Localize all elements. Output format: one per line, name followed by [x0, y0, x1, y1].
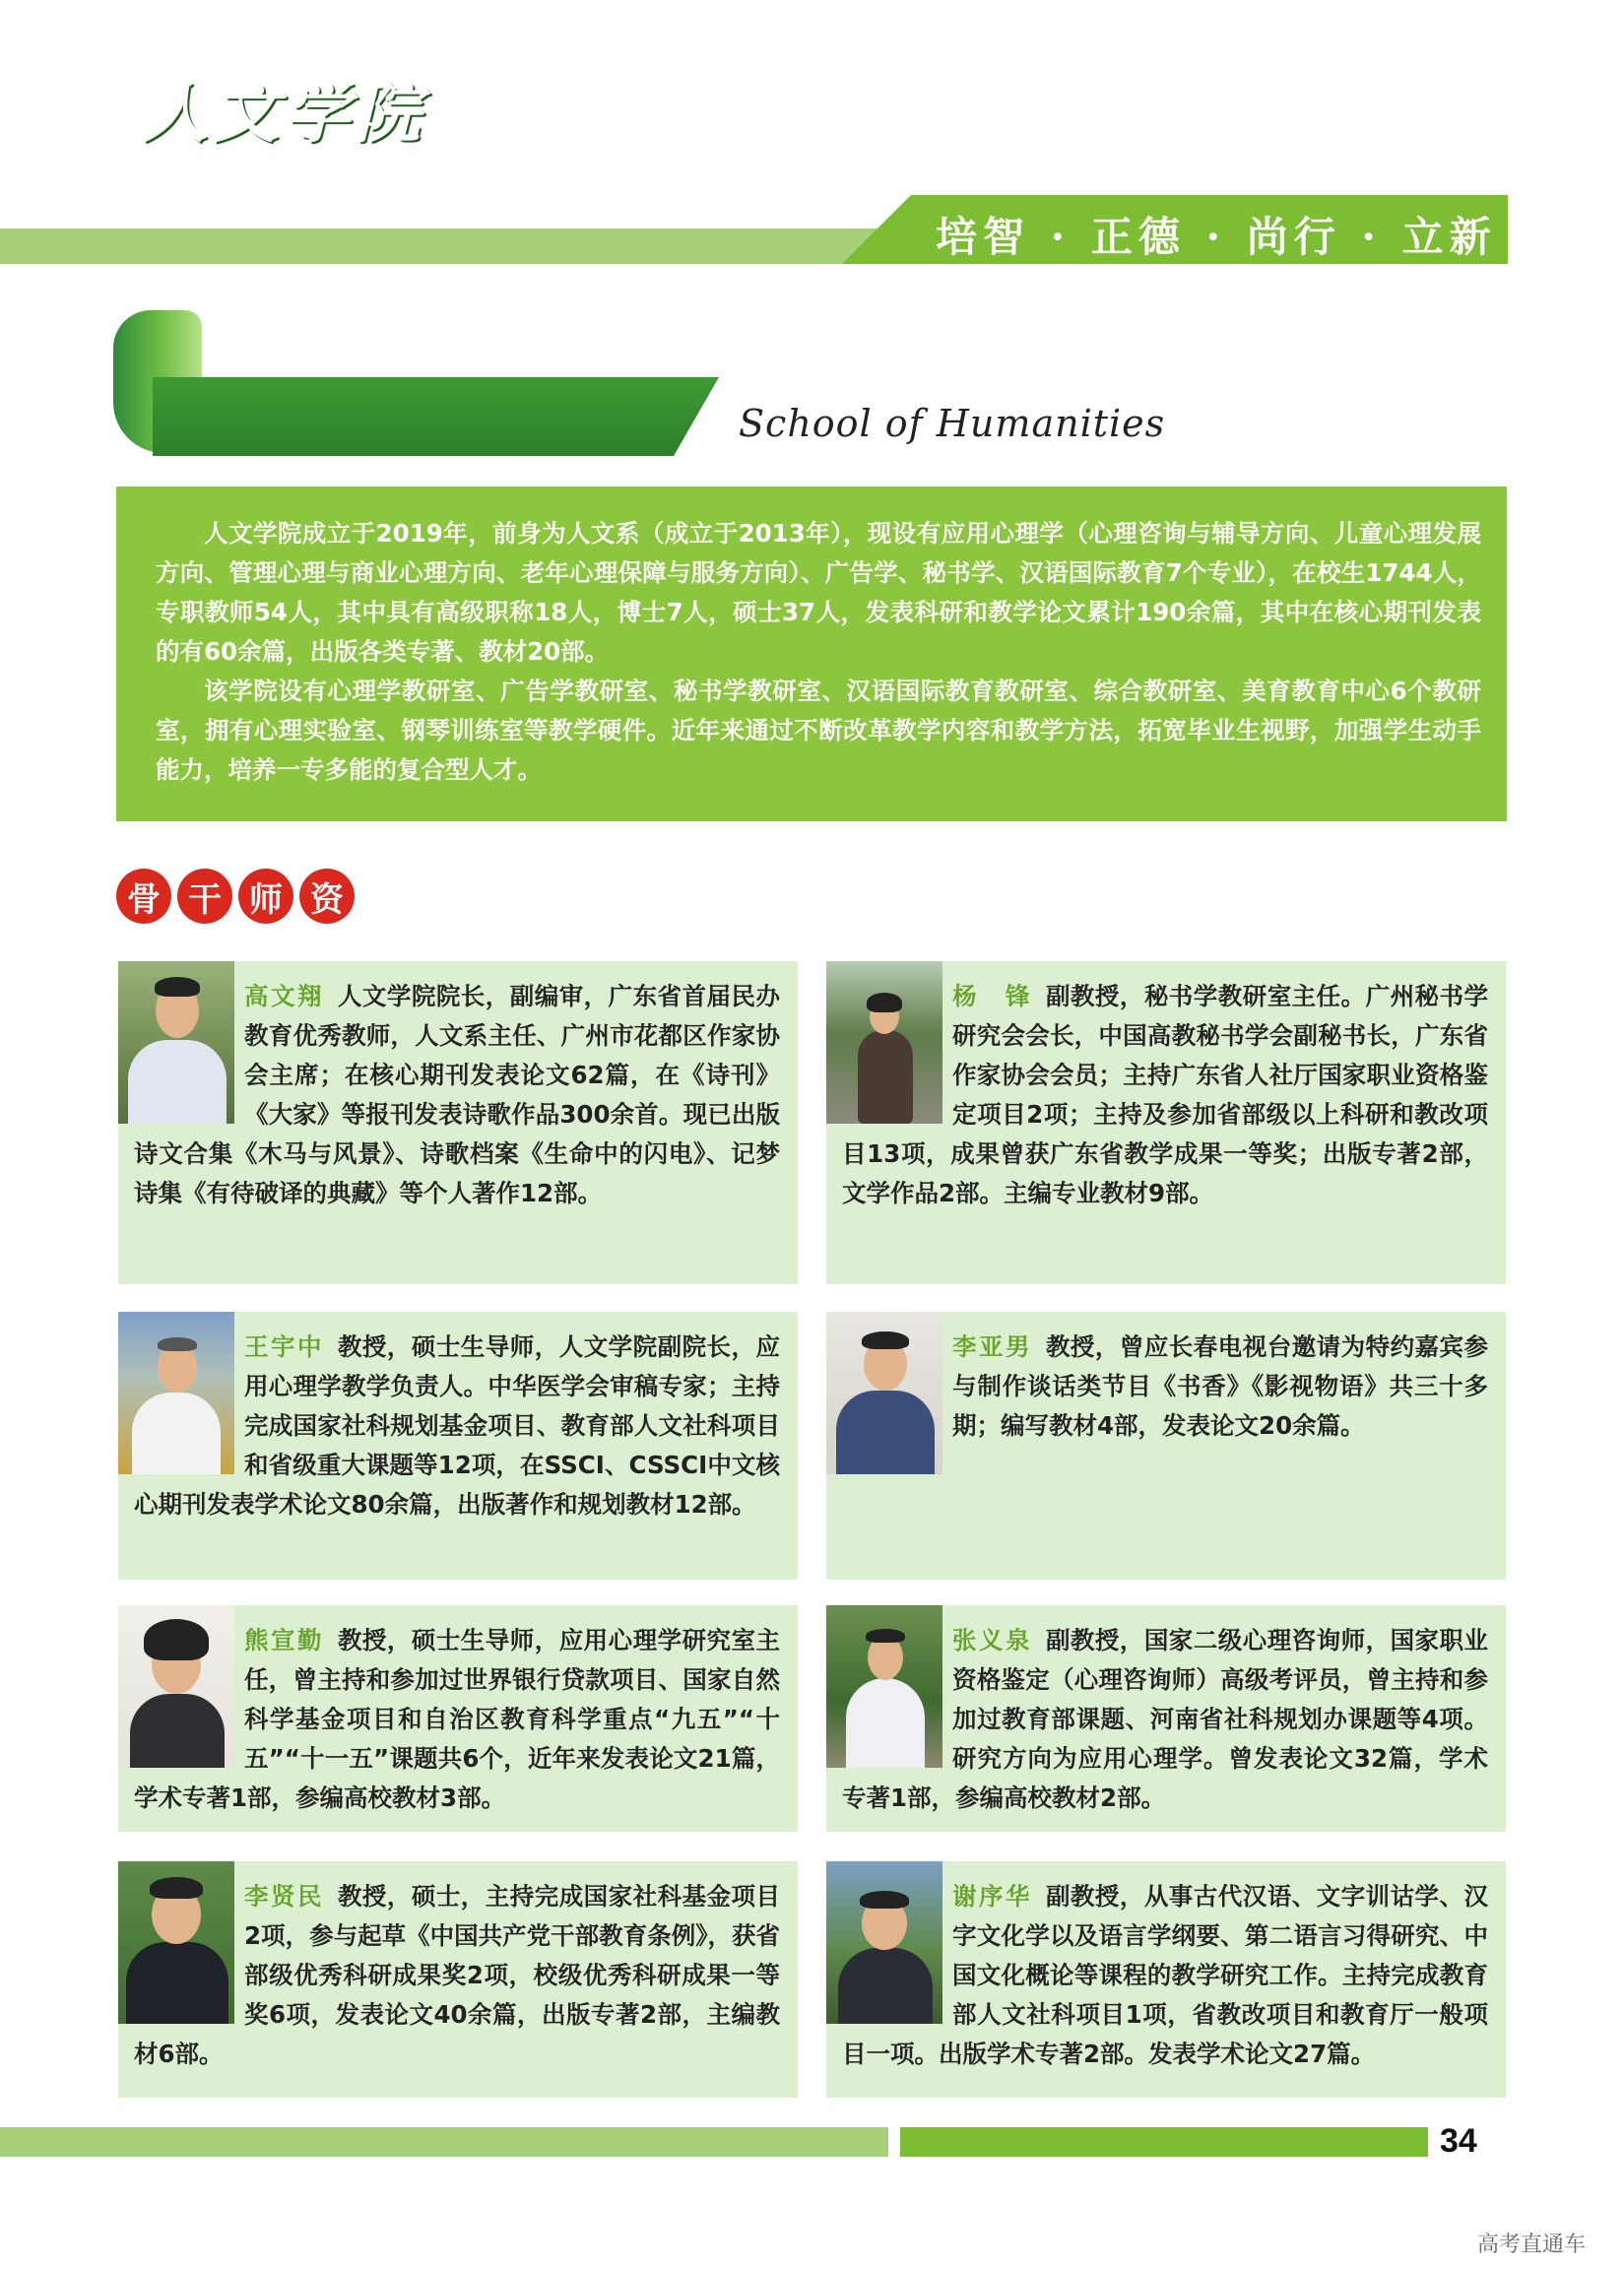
faculty-description: 人文学院院长，副编审，广东省首届民办教育优秀教师，人文系主任、广州市花都区作家协会主席；在核心期刊发表论文62篇，在《诗刊》《大家》等报刊发表诗歌作品300余首。现已出版诗文合集《木马与风景》、诗歌档案《生命中的闪电》、记梦诗集《有待破译的典藏》等个人著作12部。	[134, 982, 781, 1207]
faculty-card	[118, 1861, 798, 2098]
header-band-left	[0, 228, 886, 264]
faculty-card	[118, 1312, 798, 1580]
faculty-text	[842, 977, 1488, 1213]
faculty-name: 王宇中	[244, 1332, 324, 1361]
faculty-name: 高文翔	[244, 982, 324, 1010]
faculty-description: 教授，硕士，主持完成国家社科基金项目2项，参与起草《中国共产党干部教育条例》，获省部级优秀科研成果奖2项，校级优秀科研成果一等奖6项，发表论文40余篇，出版专著2部，主编教材6部。	[134, 1882, 781, 2068]
section-heading-char: 资	[299, 869, 355, 924]
intro-paragraph-2: 该学院设有心理学教研室、广告学教研室、秘书学教研室、汉语国际教育教研室、综合教研室、美育教育中心6个教研室，拥有心理实验室、钢琴训练室等教学硬件。近年来通过不断改革教学内容和教学方法，拓宽毕业生视野，加强学生动手能力，培养一专多能的复合型人才。	[156, 677, 1481, 784]
faculty-name: 李贤民	[244, 1882, 324, 1911]
faculty-description: 副教授，秘书学教研室主任。广州秘书学研究会会长，中国高教秘书学会副秘书长，广东省作家协会会员；主持广东省人社厅国家职业资格鉴定项目2项；主持及参加省部级以上科研和教改项目13项，成果曾获广东省教学成果一等奖；出版专著2部，文学作品2部。主编专业教材9部。	[842, 982, 1489, 1207]
faculty-card	[118, 961, 798, 1284]
faculty-description: 副教授，从事古代汉语、文字训诂学、汉字文化学以及语言学纲要、第二语言习得研究、中国文化概论等课程的教学研究工作。主持完成教育部人文社科项目1项，省教改项目和教育厅一般项目一项。出版学术专著2部。发表学术论文27篇。	[842, 1882, 1489, 2068]
ribbon-banner	[153, 377, 719, 456]
faculty-name: 杨 锋	[952, 982, 1032, 1010]
intro-paragraph-1: 人文学院成立于2019年，前身为人文系（成立于2013年），现设有应用心理学（心理咨询与辅导方向、儿童心理发展方向、管理心理与商业心理方向、老年心理保障与服务方向）、广告学、秘书学、汉语国际教育7个专业），在校生1744人，专职教师54人，其中具有高级职称18人，博士7人，硕士37人，发表科研和教学论文累计190余篇，其中在核心期刊发表的有60余篇，出版各类专著、教材20部。	[156, 519, 1481, 666]
faculty-text	[134, 1877, 780, 2074]
faculty-name: 张义泉	[952, 1626, 1032, 1654]
faculty-description: 教授，曾应长春电视台邀请为特约嘉宾参与制作谈话类节目《书香》《影视物语》共三十多期；编写教材4部，发表论文20余篇。	[952, 1332, 1489, 1440]
watermark: 高考直通车	[1477, 2233, 1587, 2257]
faculty-text	[842, 1328, 1488, 1477]
faculty-card	[118, 1605, 798, 1832]
faculty-text	[134, 977, 780, 1213]
faculty-name: 熊宣勤	[244, 1626, 324, 1654]
page-number: 34	[1440, 2122, 1477, 2160]
section-heading-char: 干	[177, 869, 232, 924]
footer-band-right	[900, 2127, 1428, 2157]
section-heading-char: 骨	[116, 869, 171, 924]
faculty-card	[826, 1861, 1506, 2098]
page-title: 人文学院	[143, 75, 426, 152]
section-heading-char: 师	[238, 869, 293, 924]
faculty-text	[134, 1328, 780, 1524]
faculty-card	[826, 1312, 1506, 1580]
faculty-description: 教授，硕士生导师，人文学院副院长，应用心理学教学负责人。中华医学会审稿专家；主持完成国家社科规划基金项目、教育部人文社科项目和省级重大课题等12项，在SSCI、CSSCI中文核心期刊发表学术论文80余篇，出版著作和规划教材12部。	[134, 1332, 781, 1519]
section-heading-faculty	[116, 869, 355, 924]
faculty-name: 谢序华	[952, 1882, 1032, 1911]
faculty-description: 副教授，国家二级心理咨询师，国家职业资格鉴定（心理咨询师）高级考评员，曾主持和参加过教育部课题、河南省社科规划办课题等4项。研究方向为应用心理学。曾发表论文32篇，学术专著1部，参编高校教材2部。	[842, 1626, 1489, 1812]
faculty-description: 教授，硕士生导师，应用心理学研究室主任，曾主持和参加过世界银行贷款项目、国家自然科学基金项目和自治区教育科学重点“九五”“十五”“十一五”课题共6个，近年来发表论文21篇，学术专著1部，参编高校教材3部。	[134, 1626, 781, 1812]
school-motto: 培智 · 正德 · 尚行 · 立新	[936, 213, 1497, 261]
page-title-english: School of Humanities	[739, 402, 1166, 445]
title-ribbon	[113, 310, 719, 453]
faculty-text	[134, 1621, 780, 1818]
faculty-text	[842, 1621, 1488, 1818]
faculty-text	[842, 1877, 1488, 2074]
intro-box	[116, 486, 1507, 821]
faculty-name: 李亚男	[952, 1332, 1032, 1361]
faculty-card	[826, 1605, 1506, 1832]
footer-band-left	[0, 2127, 888, 2157]
faculty-card	[826, 961, 1506, 1284]
